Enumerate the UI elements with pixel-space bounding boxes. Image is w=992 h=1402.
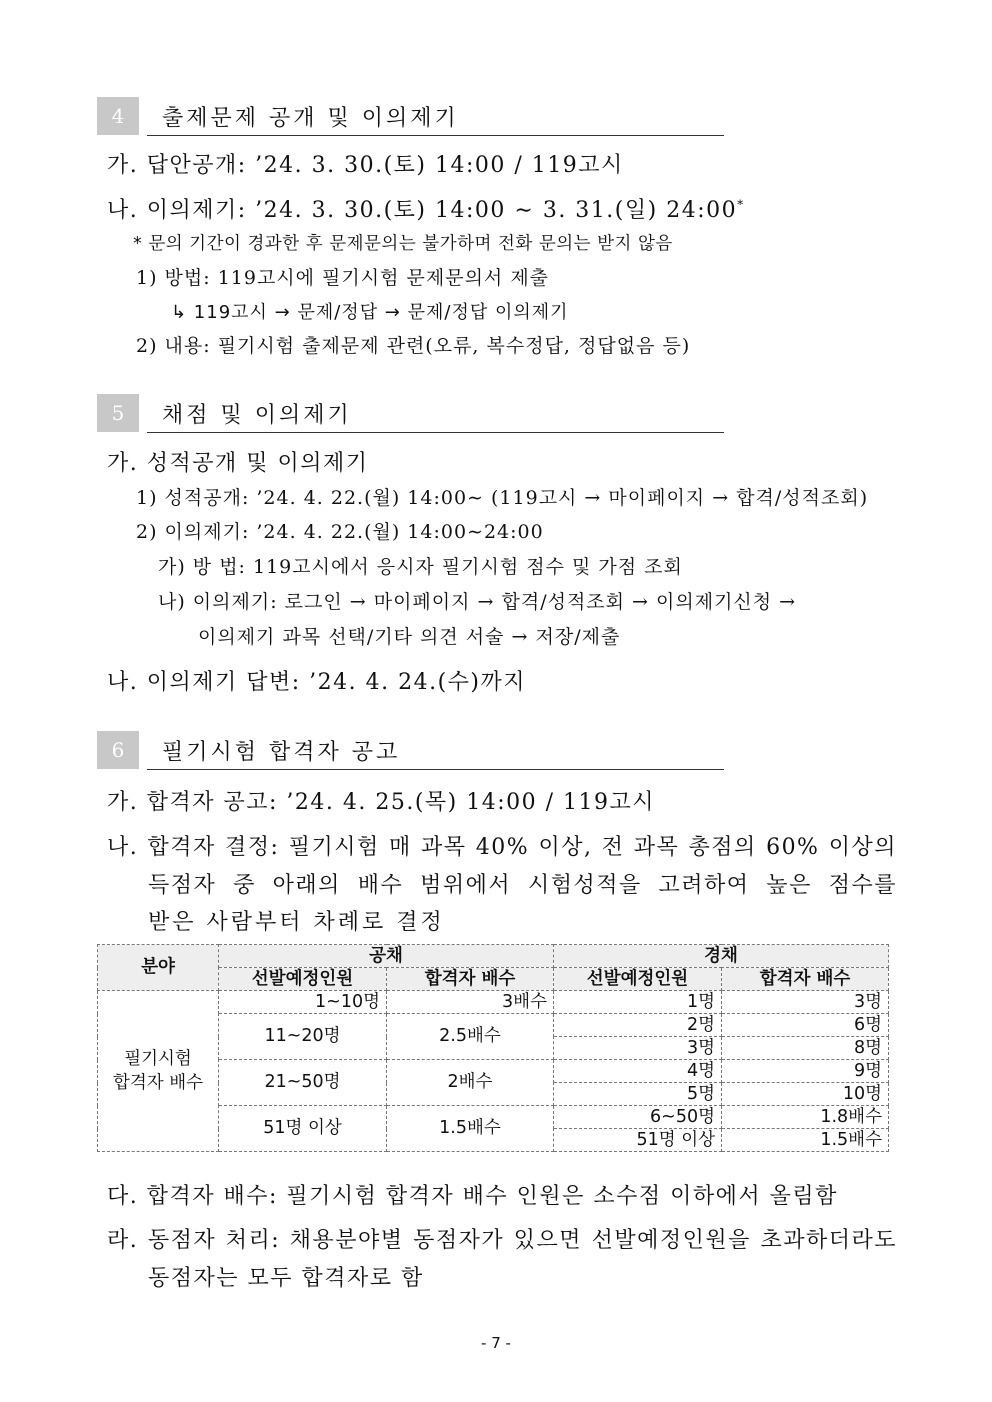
header-open-multiplier: 합격자 배수 [387, 968, 554, 991]
sec5-sub-1: 1) 성적공개: ’24. 4. 22.(월) 14:00∼ (119고시 → 마이페이지 → 합격/성적조회) [136, 487, 869, 509]
sec5-sub-2-na-cont: 이의제기 과목 선택/기타 의견 서술 → 저장/제출 [198, 626, 621, 648]
row-label-line2: 합격자 배수 [112, 1073, 204, 1093]
table-cell: 3명 [722, 991, 889, 1014]
page-number: - 7 - [481, 1334, 511, 1352]
table-cell: 2.5배수 [387, 1014, 554, 1060]
table-cell: 9명 [722, 1060, 889, 1083]
section-6-underline [147, 769, 724, 770]
table-cell: 6~50명 [554, 1106, 722, 1129]
sec5-sub-2-na: 나) 이의제기: 로그인 → 마이페이지 → 합격/성적조회 → 이의제기신청 → [158, 591, 797, 613]
sec4-item-na [107, 193, 745, 224]
sec5-sub-2: 2) 이의제기: ’24. 4. 22.(월) 14:00∼24:00 [136, 521, 544, 543]
section-5-underline [147, 432, 724, 433]
table-cell: 10명 [722, 1083, 889, 1106]
sec4-sub-1: 1) 방법: 119고시에 필기시험 문제문의서 제출 [136, 267, 550, 289]
header-career-quota: 선발예정인원 [554, 968, 722, 991]
sec4-item-na-text: 나. 이의제기: ’24. 3. 30.(토) 14:00 ∼ 3. 31.(일) 24:00 [107, 198, 738, 223]
sec6-item-na-line2: 득점자 중 아래의 배수 범위에서 시험성적을 고려하여 높은 점수를 [148, 873, 897, 898]
pass-multiplier-table [97, 944, 889, 1152]
table-cell: 51명 이상 [219, 1106, 387, 1152]
header-open-quota: 선발예정인원 [219, 968, 387, 991]
row-label [98, 991, 219, 1152]
sec4-sub-2: 2) 내용: 필기시험 출제문제 관련(오류, 복수정답, 정답없음 등) [136, 335, 691, 357]
table-cell: 1.5배수 [722, 1129, 889, 1152]
table-cell: 1명 [554, 991, 722, 1014]
table-cell: 11~20명 [219, 1014, 387, 1060]
sec6-item-da: 다. 합격자 배수: 필기시험 합격자 배수 인원은 소수점 이하에서 올림함 [107, 1184, 838, 1209]
header-career-recruit: 경채 [554, 945, 889, 968]
section-5-title: 채점 및 이의제기 [162, 403, 352, 428]
sec5-item-na: 나. 이의제기 답변: ’24. 4. 24.(수)까지 [107, 670, 527, 695]
sec5-sub-2-ga: 가) 방 법: 119고시에서 응시자 필기시험 점수 및 가점 조회 [158, 556, 683, 578]
table-cell: 1~10명 [219, 991, 387, 1014]
row-label-line1: 필기시험 [124, 1049, 192, 1069]
sec6-item-ga: 가. 합격자 공고: ’24. 4. 25.(목) 14:00 / 119고시 [107, 790, 656, 815]
sec4-item-ga: 가. 답안공개: ’24. 3. 30.(토) 14:00 / 119고시 [107, 153, 624, 178]
sec6-item-ra-line1: 라. 동점자 처리: 채용분야별 동점자가 있으면 선발예정인원을 초과하더라도 [107, 1228, 897, 1253]
header-career-multiplier: 합격자 배수 [722, 968, 889, 991]
section-4-title: 출제문제 공개 및 이의제기 [162, 106, 459, 131]
section-6-title: 필기시험 합격자 공고 [162, 740, 401, 765]
table-cell: 2배수 [387, 1060, 554, 1106]
header-field: 분야 [98, 945, 219, 991]
sec4-sub-1-path: ↳ 119고시 → 문제/정답 → 문제/정답 이의제기 [171, 302, 569, 323]
table-cell: 5명 [554, 1083, 722, 1106]
table-cell: 1.8배수 [722, 1106, 889, 1129]
header-open-recruit: 공채 [219, 945, 554, 968]
table-cell: 3명 [554, 1037, 722, 1060]
section-4-underline [147, 135, 724, 136]
sec6-item-na-line3: 받은 사람부터 차례로 결정 [148, 910, 445, 935]
table-cell: 51명 이상 [554, 1129, 722, 1152]
section-4-number: 4 [97, 97, 139, 135]
footnote-mark: * [737, 197, 745, 212]
table-cell: 21~50명 [219, 1060, 387, 1106]
table-cell: 2명 [554, 1014, 722, 1037]
table-cell: 8명 [722, 1037, 889, 1060]
sec4-note: * 문의 기간이 경과한 후 문제문의는 불가하며 전화 문의는 받지 않음 [133, 234, 673, 254]
table-cell: 3배수 [387, 991, 554, 1014]
sec6-item-ra-line2: 동점자는 모두 합격자로 함 [148, 1266, 424, 1291]
section-6-number: 6 [97, 731, 139, 769]
table-cell: 4명 [554, 1060, 722, 1083]
table-cell: 1.5배수 [387, 1106, 554, 1152]
sec6-item-na-line1: 나. 합격자 결정: 필기시험 매 과목 40% 이상, 전 과목 총점의 60% 이상의 [107, 835, 897, 860]
section-5-number: 5 [97, 394, 139, 432]
sec5-item-ga: 가. 성적공개 및 이의제기 [107, 451, 369, 476]
table-cell: 6명 [722, 1014, 889, 1037]
